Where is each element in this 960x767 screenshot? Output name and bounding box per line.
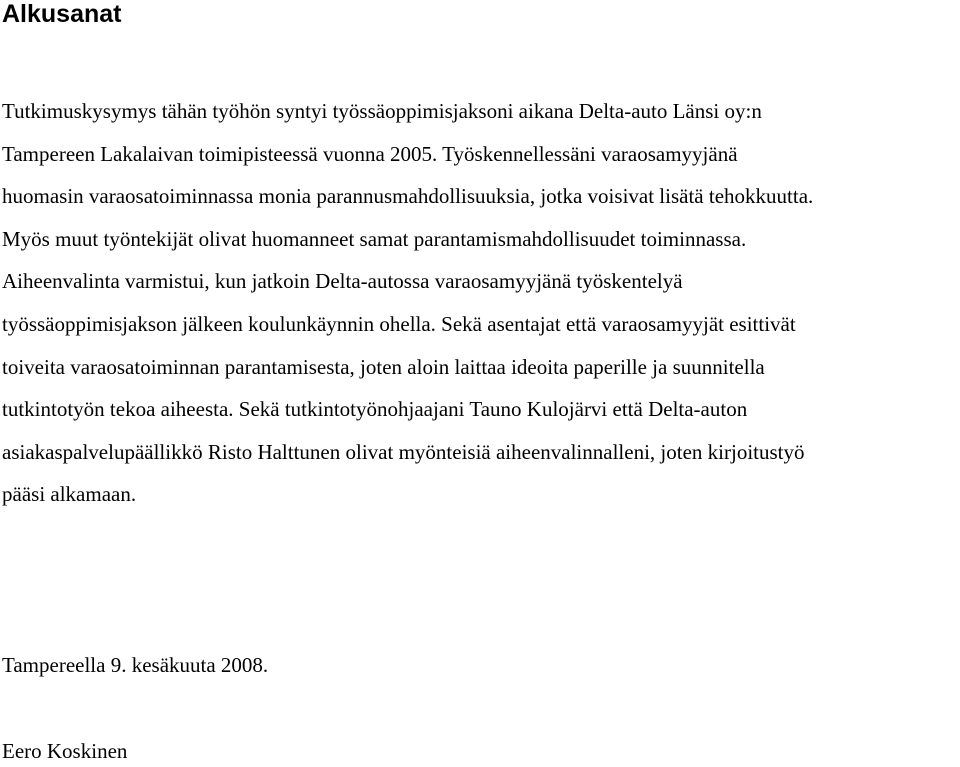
paragraph-line: työssäoppimisjakson jälkeen koulunkäynnin ohella. Sekä asentajat että varaosamyyjät esittivät [2, 311, 796, 336]
paragraph-line: pääsi alkamaan. [2, 482, 137, 507]
preface-paragraph [2, 90, 960, 516]
page-title: Alkusanat [2, 0, 122, 28]
date-line: Tampereella 9. kesäkuuta 2008. [2, 653, 269, 677]
paragraph-line: Myös muut työntekijät olivat huomanneet samat parantamismahdollisuudet toiminnassa. [2, 226, 747, 251]
paragraph-line: huomasin varaosatoiminnassa monia parannusmahdollisuuksia, jotka voisivat lisätä tehokkuutta. [2, 184, 814, 209]
paragraph-line: Aiheenvalinta varmistui, kun jatkoin Delta-autossa varaosamyyjänä työskentelyä [2, 269, 683, 294]
paragraph-line: Tampereen Lakalaivan toimipisteessä vuonna 2005. Työskennellessäni varaosamyyjänä [2, 141, 738, 166]
paragraph-line: tutkintotyön tekoa aiheesta. Sekä tutkintotyönohjaajani Tauno Kulojärvi että Delta-auton [2, 397, 748, 422]
author-signature: Eero Koskinen [2, 739, 128, 763]
paragraph-line: asiakaspalvelupäällikkö Risto Halttunen olivat myönteisiä aiheenvalinnalleni, joten kirjoitustyö [2, 439, 805, 464]
paragraph-line: Tutkimuskysymys tähän työhön syntyi työssäoppimisjaksoni aikana Delta-auto Länsi oy:n [2, 99, 762, 123]
paragraph-line: toiveita varaosatoiminnan parantamisesta, joten aloin laittaa ideoita paperille ja suunnitella [2, 354, 765, 379]
